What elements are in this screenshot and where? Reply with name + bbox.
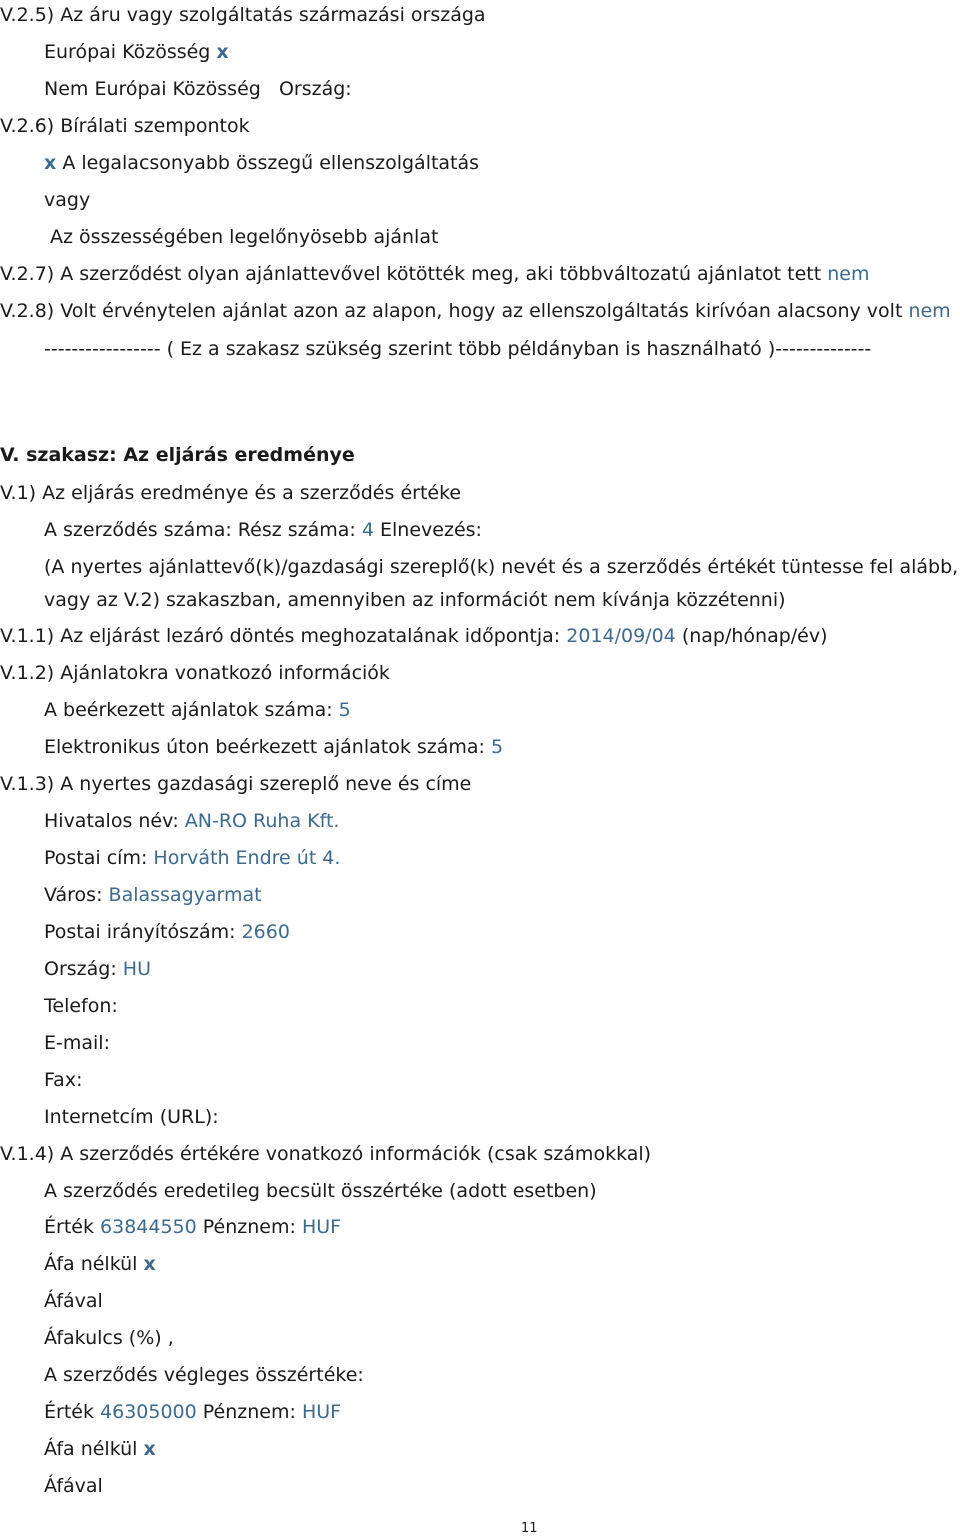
eu-selected-mark: x [216, 41, 229, 63]
estimated-no-vat-mark: x [143, 1253, 156, 1275]
v27-value: nem [827, 263, 870, 285]
estimated-value-label: Érték [44, 1216, 94, 1238]
estimated-currency-value: HUF [301, 1216, 342, 1238]
section-v26-title: V.2.6) Bírálati szempontok [0, 115, 250, 137]
city-label: Város: [44, 884, 103, 906]
received-offers-value: 5 [338, 699, 351, 721]
final-no-vat-label: Áfa nélkül [44, 1438, 138, 1460]
winner-note-line2: vagy az V.2) szakaszban, amennyiben az információt nem kívánja közzétenni) [44, 589, 786, 611]
section-v-heading: V. szakasz: Az eljárás eredménye [0, 444, 355, 466]
v27-text: V.2.7) A szerződést olyan ajánlattevővel kötötték meg, aki többváltozatú ajánlatot tett [0, 263, 822, 285]
final-no-vat-mark: x [143, 1438, 156, 1460]
decision-date-label: V.1.1) Az eljárást lezáró döntés meghozatalának időpontja: [0, 625, 561, 647]
eu-option [44, 40, 229, 64]
final-value-label: Érték [44, 1401, 94, 1423]
city-value: Balassagyarmat [108, 884, 262, 906]
section-v27 [0, 262, 869, 286]
final-currency-label: Pénznem: [202, 1401, 296, 1423]
final-currency-value: HUF [301, 1401, 342, 1423]
v28-text: V.2.8) Volt érvénytelen ajánlat azon az alapon, hogy az ellenszolgáltatás kirívóan alacsony volt [0, 300, 903, 322]
estimated-with-vat-label: Áfával [44, 1290, 103, 1312]
country-label: Ország: [278, 78, 352, 100]
postal-address-label: Postai cím: [44, 847, 148, 869]
url-label: Internetcím (URL): [44, 1106, 219, 1128]
final-no-vat-line [44, 1437, 156, 1461]
contract-number-label: A szerződés száma: Rész száma: [44, 519, 356, 541]
decision-date-line [0, 624, 828, 648]
v28-value: nem [908, 300, 951, 322]
name-label: Elnevezés: [380, 519, 482, 541]
postal-address-value: Horváth Endre út 4. [153, 847, 341, 869]
winner-country-value: HU [122, 958, 151, 980]
phone-label: Telefon: [44, 995, 118, 1017]
estimated-currency-label: Pénznem: [202, 1216, 296, 1238]
v1-title: V.1) Az eljárás eredménye és a szerződés értéke [0, 482, 462, 504]
estimated-no-vat-label: Áfa nélkül [44, 1253, 138, 1275]
final-value-title: A szerződés végleges összértéke: [44, 1364, 364, 1386]
email-label: E-mail: [44, 1032, 110, 1054]
electronic-offers-label: Elektronikus úton beérkezett ajánlatok száma: [44, 736, 485, 758]
page-number: 11 [521, 1521, 538, 1536]
non-eu-label: Nem Európai Közösség [44, 78, 261, 100]
official-name-line [44, 809, 339, 833]
final-value-amount: 46305000 [100, 1401, 197, 1423]
date-format-hint: (nap/hónap/év) [681, 625, 828, 647]
estimated-value-amount: 63844550 [100, 1216, 197, 1238]
eu-option-label: Európai Közösség [44, 41, 211, 63]
v14-title: V.1.4) A szerződés értékére vonatkozó információk (csak számokkal) [0, 1143, 652, 1165]
vat-rate-label: Áfakulcs (%) , [44, 1327, 174, 1349]
estimated-value-title: A szerződés eredetileg becsült összértéke (adott esetben) [44, 1180, 597, 1202]
winner-country-label: Ország: [44, 958, 117, 980]
received-offers-line [44, 698, 351, 722]
estimated-no-vat-line [44, 1252, 156, 1276]
zip-label: Postai irányítószám: [44, 921, 236, 943]
lowest-price-mark: x [44, 152, 57, 174]
electronic-offers-value: 5 [491, 736, 504, 758]
section-v28 [0, 299, 951, 323]
lowest-price-label: A legalacsonyabb összegű ellenszolgáltatás [62, 152, 480, 174]
winner-country-line [44, 957, 151, 981]
section-separator: ----------------- ( Ez a szakasz szükség szerint több példányban is használható )-------------- [44, 338, 872, 360]
winner-note-line1: (A nyertes ajánlattevő(k)/gazdasági szereplő(k) nevét és a szerződés értékét tüntesse fel alább, [44, 556, 959, 578]
official-name-label: Hivatalos név: [44, 810, 179, 832]
postal-address-line [44, 846, 340, 870]
final-with-vat-label: Áfával [44, 1475, 103, 1497]
non-eu-option [44, 77, 352, 101]
received-offers-label: A beérkezett ajánlatok száma: [44, 699, 333, 721]
estimated-value-line [44, 1215, 341, 1239]
v12-title: V.1.2) Ajánlatokra vonatkozó információk [0, 662, 390, 684]
section-v25-title: V.2.5) Az áru vagy szolgáltatás származási országa [0, 4, 486, 26]
or-text: vagy [44, 189, 91, 211]
v13-title: V.1.3) A nyertes gazdasági szereplő neve és címe [0, 773, 472, 795]
lowest-price-option [44, 151, 479, 175]
fax-label: Fax: [44, 1069, 83, 1091]
electronic-offers-line [44, 735, 503, 759]
official-name-value: AN-RO Ruha Kft. [184, 810, 340, 832]
best-value-option: Az összességében legelőnyösebb ajánlat [50, 226, 439, 248]
part-number-value: 4 [361, 519, 374, 541]
final-value-line [44, 1400, 341, 1424]
decision-date-value: 2014/09/04 [566, 625, 676, 647]
zip-value: 2660 [241, 921, 290, 943]
contract-number-line [44, 518, 482, 542]
city-line [44, 883, 262, 907]
zip-line [44, 920, 290, 944]
